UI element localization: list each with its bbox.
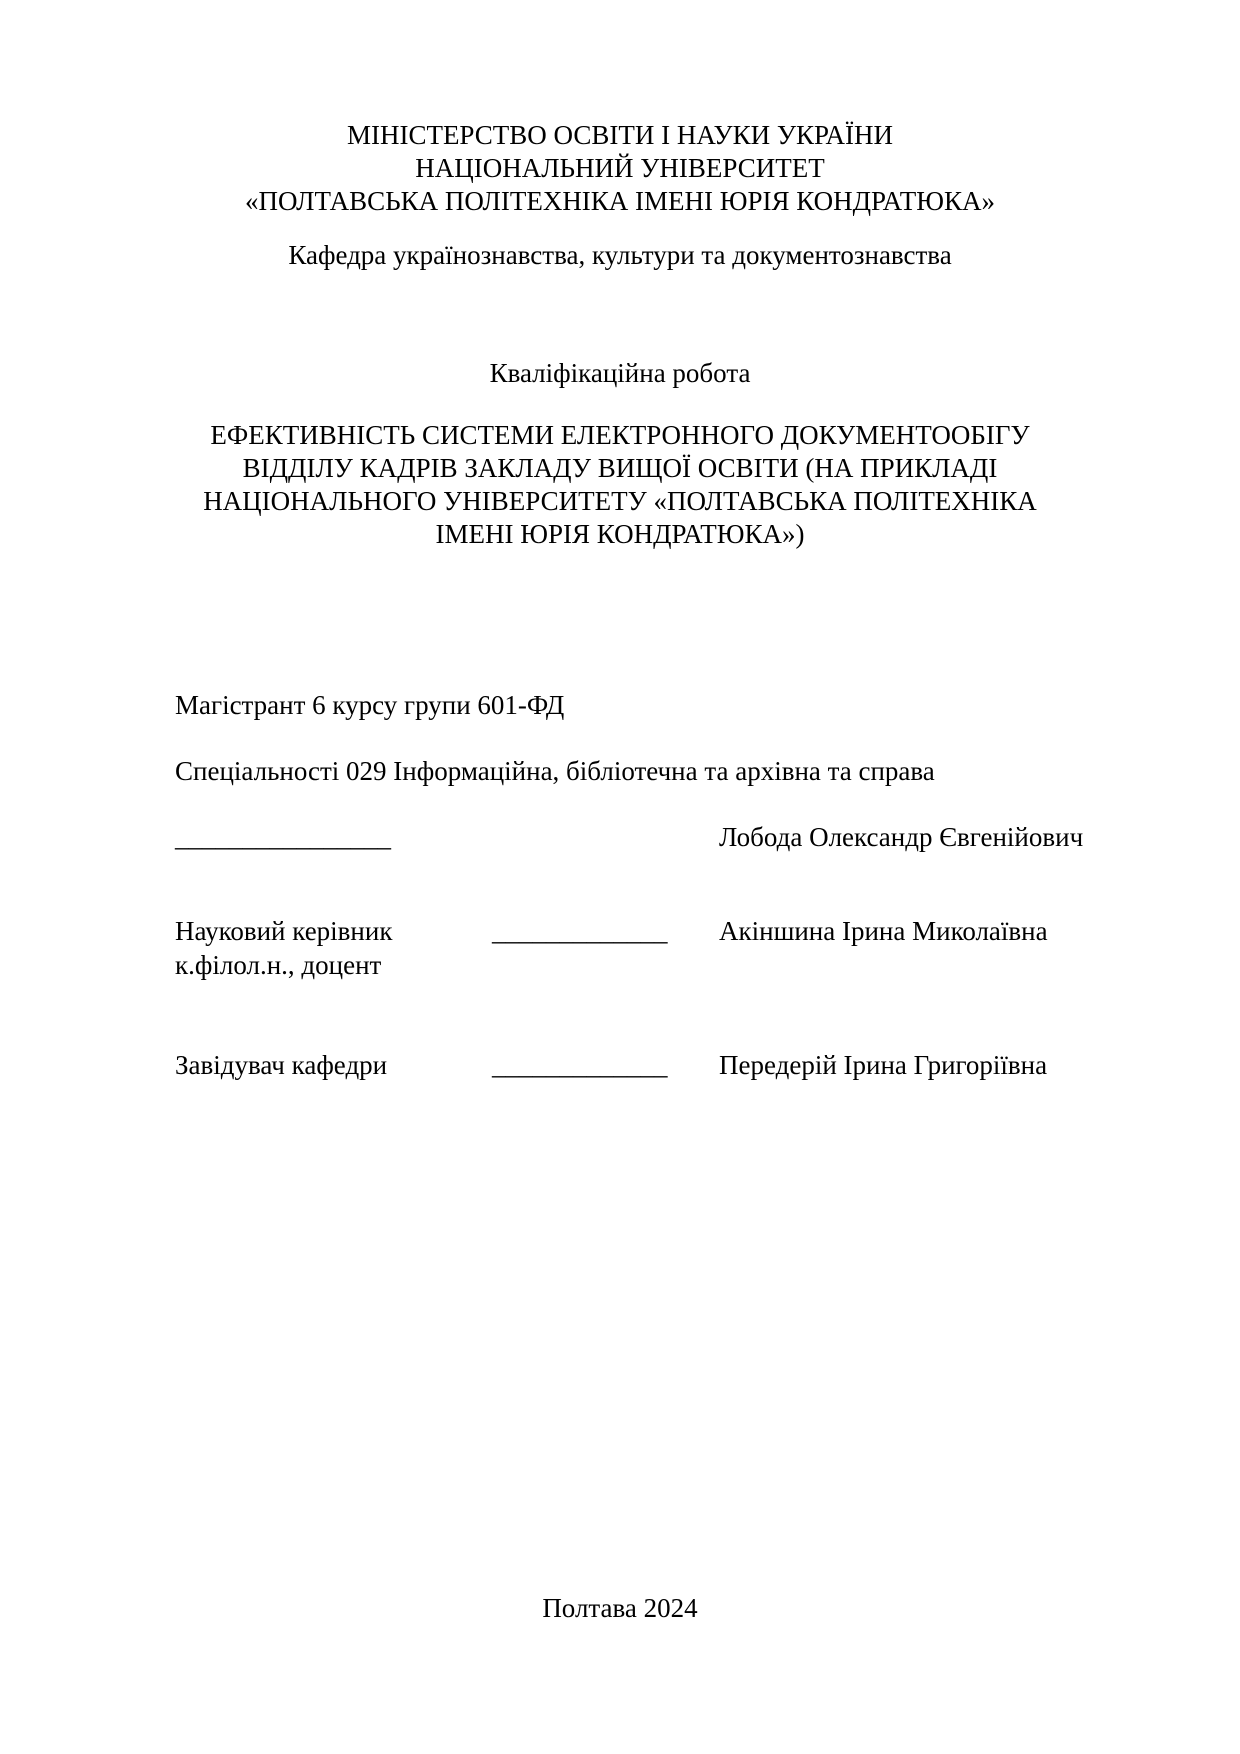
supervisor-degree: к.філол.н., доцент (175, 950, 382, 980)
ministry-name: МІНІСТЕРСТВО ОСВІТИ І НАУКИ УКРАЇНИ (346, 120, 894, 150)
work-type-text: Кваліфікаційна робота (489, 358, 751, 388)
department-text: Кафедра українознавства, культури та документознавства (288, 240, 952, 270)
student-course-group: Магістрант 6 курсу групи 601-ФД (175, 690, 565, 720)
head-name: Передерій Ірина Григоріївна (719, 1050, 1048, 1080)
thesis-title-line: НАЦІОНАЛЬНОГО УНІВЕРСИТЕТУ «ПОЛТАВСЬКА ПОЛІТЕХНІКА (203, 486, 1037, 516)
student-specialty: Спеціальності 029 Інформаційна, бібліотечна та архівна та справа (175, 756, 935, 786)
student-signature-line: ________________ (175, 822, 391, 852)
supervisor-name: Акіншина Ірина Миколаївна (719, 916, 1048, 946)
supervisor-role: Науковий керівник (175, 916, 393, 946)
thesis-title (0, 419, 1240, 551)
head-role: Завідувач кафедри (175, 1050, 388, 1080)
thesis-title-line: ЕФЕКТИВНІСТЬ СИСТЕМИ ЕЛЕКТРОННОГО ДОКУМЕНТООБІГУ (210, 420, 1030, 450)
supervisor-signature-line: _____________ (492, 916, 668, 946)
university-name-line1: НАЦІОНАЛЬНИЙ УНІВЕРСИТЕТ (415, 153, 825, 183)
head-signature-line: _____________ (492, 1050, 668, 1080)
city-year (0, 1592, 1240, 1625)
university-name-line2: «ПОЛТАВСЬКА ПОЛІТЕХНІКА ІМЕНІ ЮРІЯ КОНДРАТЮКА» (244, 186, 995, 216)
student-name: Лобода Олександр Євгенійович (719, 822, 1084, 852)
thesis-title-line: ІМЕНІ ЮРІЯ КОНДРАТЮКА») (435, 519, 805, 549)
institution-header (0, 119, 1240, 218)
department-name (0, 239, 1240, 272)
city-year-text: Полтава 2024 (542, 1593, 698, 1623)
thesis-title-line: ВІДДІЛУ КАДРІВ ЗАКЛАДУ ВИЩОЇ ОСВІТИ (НА ПРИКЛАДІ (242, 453, 998, 483)
work-type (0, 357, 1240, 390)
